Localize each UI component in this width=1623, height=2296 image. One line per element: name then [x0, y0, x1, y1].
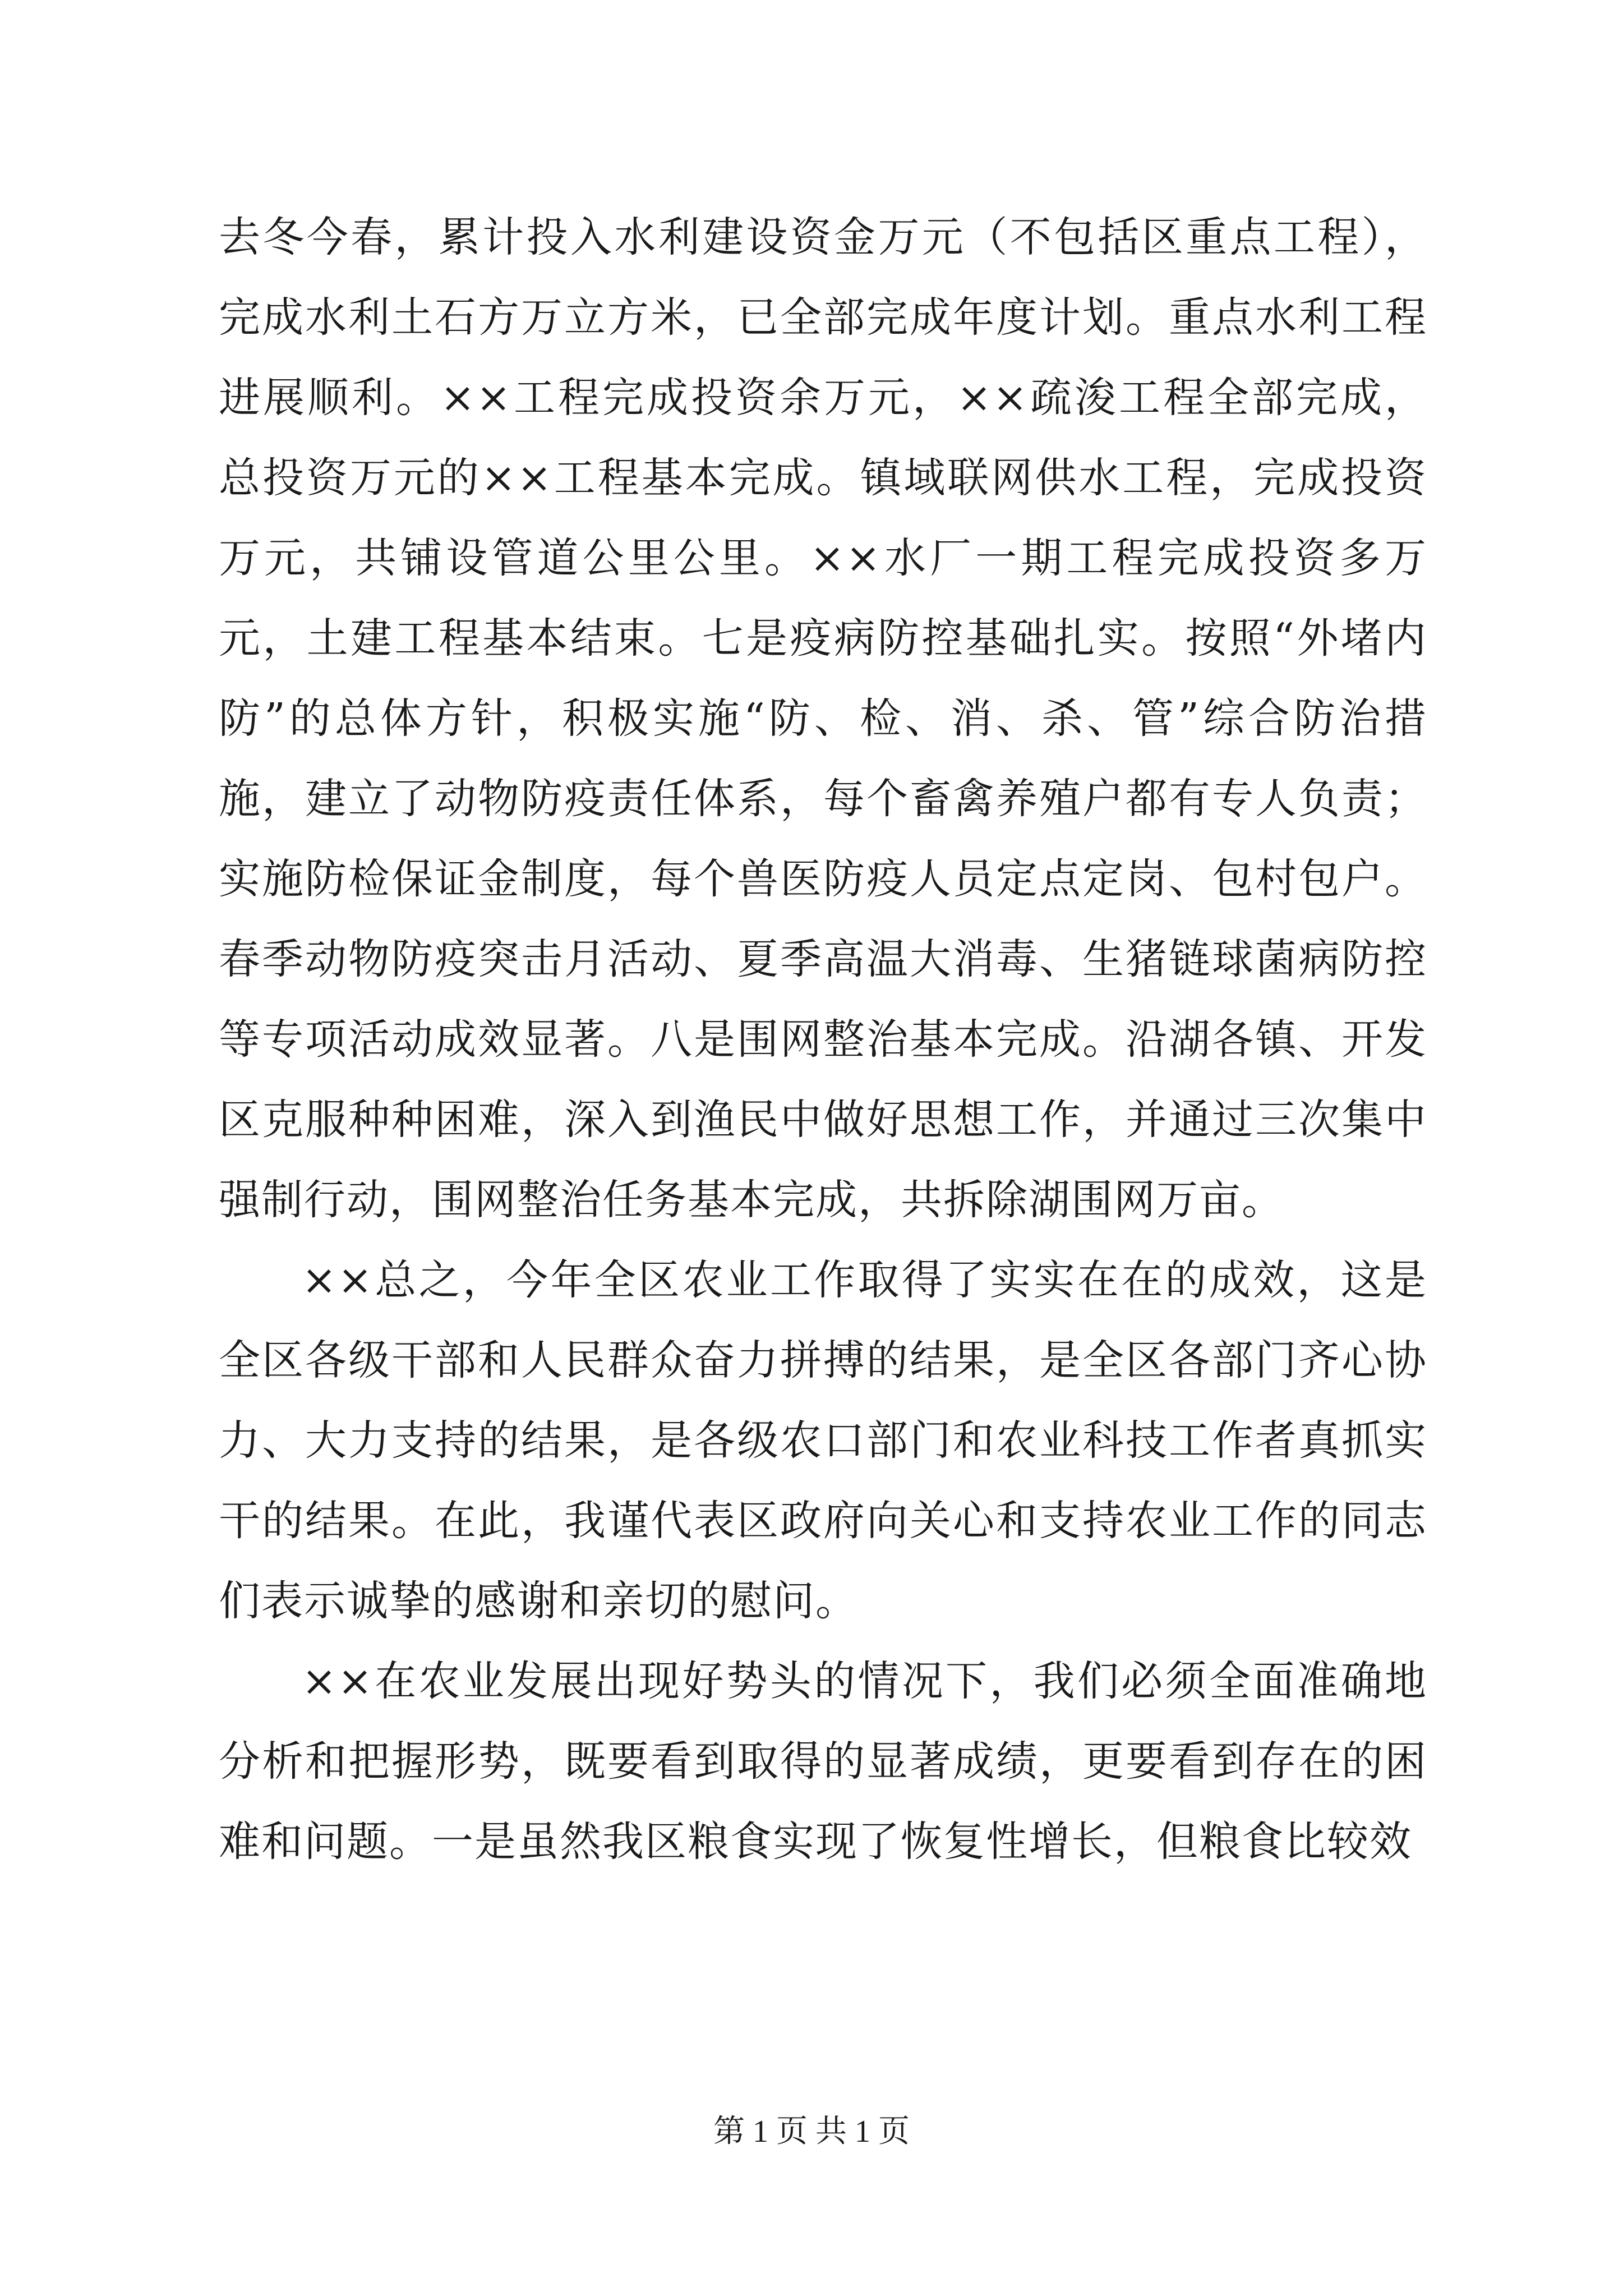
paragraph-1: 去冬今春，累计投入水利建设资金万元（不包括区重点工程），完成水利土石方万立方米，已全部完成年度计划。重点水利工程进展顺利。××工程完成投资余万元，××疏浚工程全部完成，总投资万元的××工程基本完成。镇域联网供水工程，完成投资万元，共铺设管道公里公里。××水厂一期工程完成投资多万元，土建工程基本结束。七是疫病防控基础扎实。按照“外堵内防”的总体方针，积极实施“防、检、消、杀、管”综合防治措施，建立了动物防疫责任体系，每个畜禽养殖户都有专人负责；实施防检保证金制度，每个兽医防疫人员定点定岗、包村包户。春季动物防疫突击月活动、夏季高温大消毒、生猪链球菌病防控等专项活动成效显著。八是围网整治基本完成。沿湖各镇、开发区克服种种困难，深入到渔民中做好思想工作，并通过三次集中强制行动，围网整治任务基本完成，共拆除湖围网万亩。 — [219, 213, 1427, 1224]
page-footer: 第 1 页 共 1 页 — [713, 2114, 910, 2149]
paragraph-3: ××在农业发展出现好势头的情况下，我们必须全面准确地分析和把握形势，既要看到取得的显著成绩，更要看到存在的困难和问题。一是虽然我区粮食实现了恢复性增长，但粮食比较效 — [219, 1657, 1427, 1866]
body-text — [219, 197, 1427, 1882]
paragraph-2: ××总之，今年全区农业工作取得了实实在在的成效，这是全区各级干部和人民群众奋力拼搏的结果，是全区各部门齐心协力、大力支持的结果，是各级农口部门和农业科技工作者真抓实干的结果。在此，我谨代表区政府向关心和支持农业工作的同志们表示诚挚的感谢和亲切的慰问。 — [219, 1256, 1427, 1625]
